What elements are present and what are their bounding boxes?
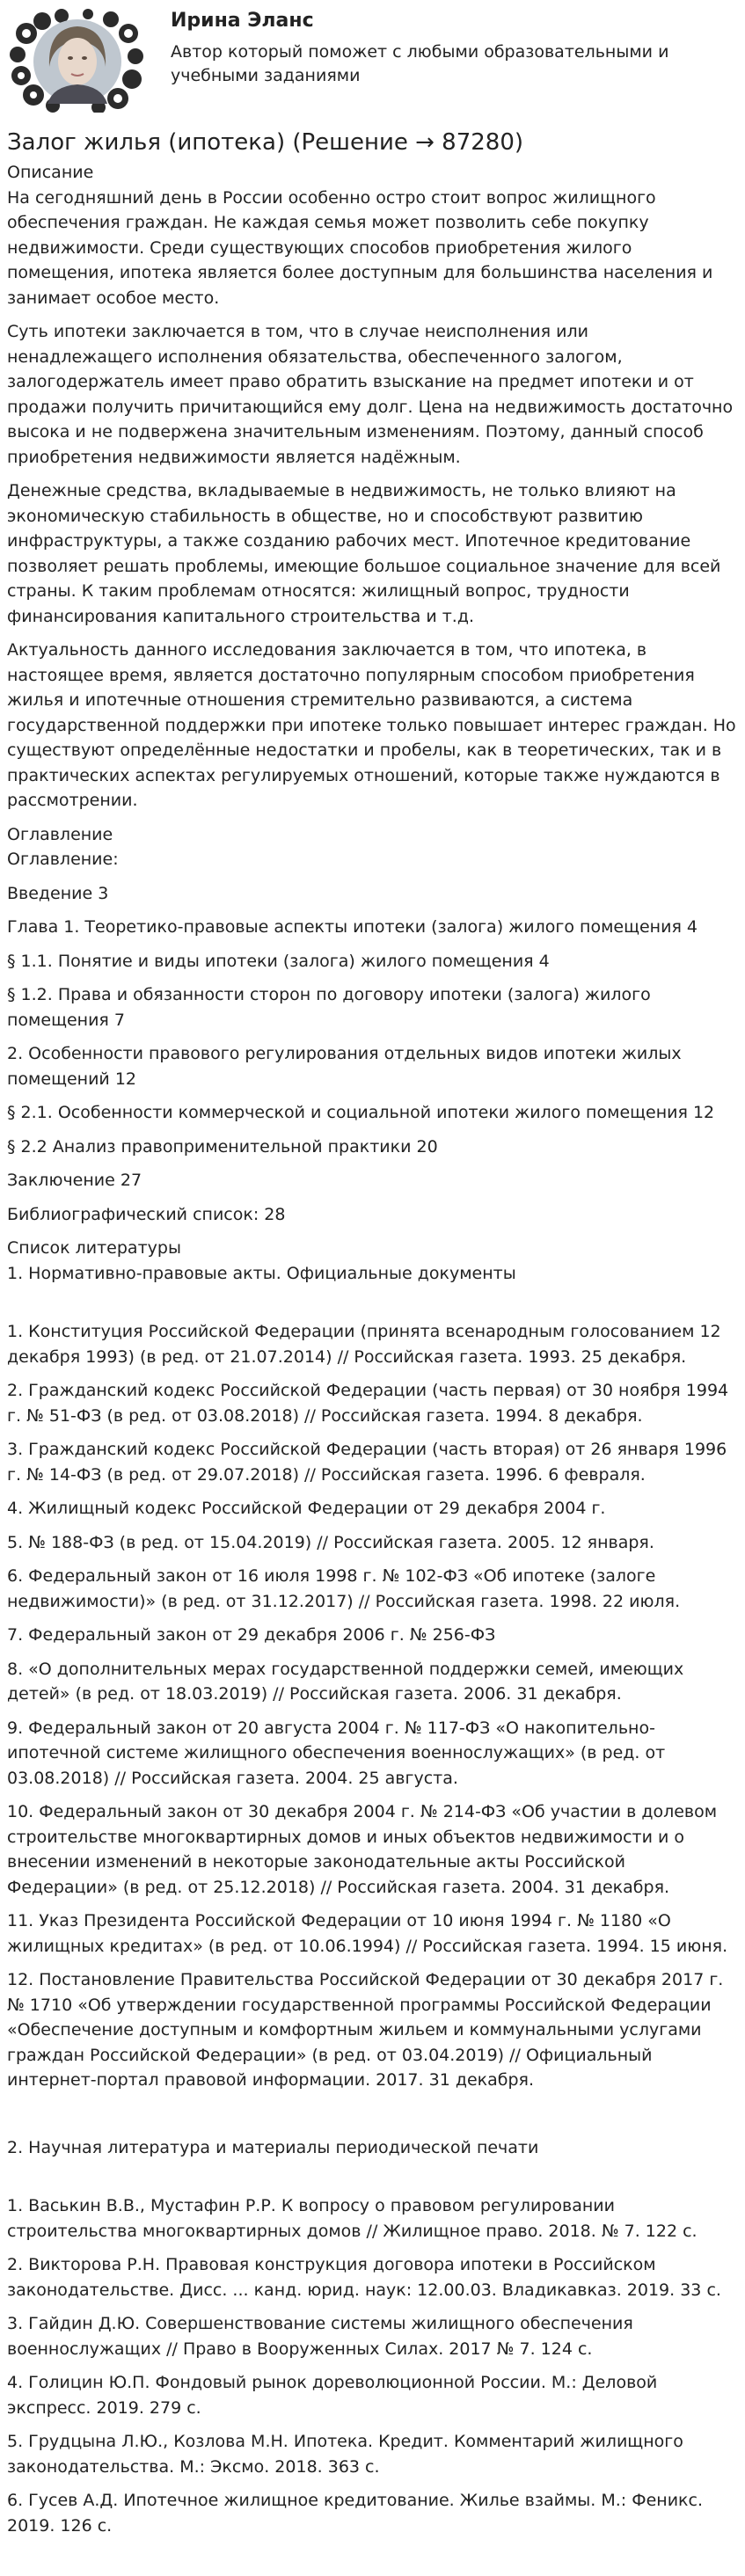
toc-item: 2. Особенности правового регулирования отдельных видов ипотеки жилых помещений 12 (7, 1044, 682, 1089)
description-paragraph: Актуальность данного исследования заключается в том, что ипотека, в настоящее время, является достаточно популярным способом приобретения жилья и ипотечные отношения стремительно развиваются, а система государственной поддержки при ипотеке только повышает интерес граждан. Но существуют определённые недостатки и пробелы, как в теоретических, так и в практических аспектах регулируемых отношений, которые также нуждаются в рассмотрении. (7, 640, 736, 810)
literature-list-normative (7, 1319, 738, 2093)
toc-item: § 1.2. Права и обязанности сторон по договору ипотеки (залога) жилого помещения 7 (7, 985, 651, 1030)
toc-item: § 2.2 Анализ правоприменительной практики 20 (7, 1136, 438, 1157)
toc-label: Оглавление (7, 824, 113, 844)
literature-label: Список литературы (7, 1238, 181, 1258)
literature-item: 12. Постановление Правительства Российской Федерации от 30 декабря 2017 г. № 1710 «Об утверждении государственной программы Российской Федерации «Обеспечение доступным и комфортным жильем и коммунальными услугами граждан Российской Федерации» (в ред. от 03.04.2019) // Официальный интернет-портал правовой информации. 2017. 31 декабря. (7, 1970, 724, 2090)
author-name[interactable]: Ирина Эланс (171, 10, 314, 32)
literature-item: 5. Грудцына Л.Ю., Козлова М.Н. Ипотека. Кредит. Комментарий жилищного законодательства. М.: Эксмо. 2018. 363 с. (7, 2432, 683, 2477)
toc-item: Библиографический список: 28 (7, 1204, 286, 1224)
toc-item: Заключение 27 (7, 1171, 142, 1190)
description-paragraph: Суть ипотеки заключается в том, что в случае неисполнения или ненадлежащего исполнения обязательства, обеспеченного залогом, залогодержатель имеет право обратить взыскание на предмет ипотеки и от продажи получить причитающийся ему долг. Цена на недвижимость достаточно высока и не подвержена значительным изменениям. Поэтому, данный способ приобретения недвижимости является надёжным. (7, 322, 734, 467)
table-of-contents (7, 881, 738, 1228)
toc-item: § 2.1. Особенности коммерческой и социальной ипотеки жилого помещения 12 (7, 1103, 715, 1122)
description-label: Описание (7, 163, 94, 182)
literature-item: 2. Гражданский кодекс Российской Федерации (часть первая) от 30 ноября 1994 г. № 51-ФЗ (в ред. от 03.08.2018) // Российская газета. 1994. 8 декабря. (7, 1381, 729, 1426)
toc-item: § 1.1. Понятие и виды ипотеки (залога) жилого помещения 4 (7, 951, 550, 971)
literature-section-heading: 1. Нормативно-правовые акты. Официальные документы (7, 1263, 516, 1283)
toc-item: Глава 1. Теоретико-правовые аспекты ипотеки (залога) жилого помещения 4 (7, 917, 698, 937)
literature-item: 10. Федеральный закон от 30 декабря 2004 г. № 214-ФЗ «Об участии в долевом строительстве многоквартирных домов и иных объектов недвижимости и о внесении изменений в некоторые законодательные акты Российской Федерации» (в ред. от 25.12.2018) // Российская газета. 2004. 31 декабря. (7, 1802, 718, 1897)
literature-item: 5. № 188-ФЗ (в ред. от 15.04.2019) // Российская газета. 2005. 12 января. (7, 1532, 654, 1552)
avatar-image (7, 9, 144, 113)
literature-item: 6. Гусев А.Д. Ипотечное жилищное кредитование. Жилье взаймы. М.: Феникс. 2019. 126 с. (7, 2491, 704, 2536)
author-avatar[interactable] (7, 9, 144, 113)
spacer (7, 2102, 738, 2135)
author-info (171, 9, 698, 88)
literature-item: 3. Гайдин Д.Ю. Совершенствование системы жилищного обеспечения военнослужащих // Право в Вооруженных Силах. 2017 № 7. 124 с. (7, 2314, 633, 2359)
spacer (7, 1286, 738, 1319)
literature-item: 9. Федеральный закон от 20 августа 2004 г. № 117-ФЗ «О накопительно-ипотечной системе жилищного обеспечения военнослужащих» (в ред. от 03.08.2018) // Российская газета. 2004. 25 августа. (7, 1718, 666, 1788)
literature-item: 6. Федеральный закон от 16 июля 1998 г. № 102-ФЗ «Об ипотеке (залоге недвижимости)» (в ред. от 31.12.2017) // Российская газета. 1998. 22 июля. (7, 1566, 681, 1611)
toc-label-secondary: Оглавление: (7, 850, 119, 869)
literature-list-scientific (7, 2193, 738, 2538)
literature-item: 4. Жилищный кодекс Российской Федерации от 29 декабря 2004 г. (7, 1499, 606, 1518)
description-paragraph: На сегодняшний день в России особенно остро стоит вопрос жилищного обеспечения граждан. Не каждая семья может позволить себе покупку недвижимости. Среди существующих способов приобретения жилого помещения, ипотека является более доступным для большинства населения и занимает особое место. (7, 187, 713, 308)
literature-item: 4. Голицин Ю.П. Фондовый рынок дореволюционной России. М.: Деловой экспресс. 2019. 279 с. (7, 2373, 658, 2418)
toc-item: Введение 3 (7, 883, 109, 903)
literature-section-heading: 2. Научная литература и материалы периодической печати (7, 2137, 539, 2157)
page-title: Залог жилья (ипотека) (Решение → 87280) (7, 129, 524, 156)
literature-item: 7. Федеральный закон от 29 декабря 2006 г. № 256-ФЗ (7, 1625, 496, 1645)
description-paragraph: Денежные средства, вкладываемые в недвижимость, не только влияют на экономическую стабильность в обществе, но и способствуют развитию инфраструктуры, а также созданию рабочих мест. Ипотечное кредитование позволяет решать проблемы, имеющие большое социальное значение для всей страны. К таким проблемам относятся: жилищный вопрос, трудности финансирования капитального строительства и т.д. (7, 481, 721, 626)
author-description: Автор который поможет с любыми образовательными и учебными заданиями (171, 42, 669, 85)
literature-item: 8. «О дополнительных мерах государственной поддержки семей, имеющих детей» (в ред. от 18.03.2019) // Российская газета. 2006. 31 декабря. (7, 1659, 684, 1704)
literature-item: 1. Васькин В.В., Мустафин Р.Р. К вопросу о правовом регулировании строительства многоквартирных домов // Жилищное право. 2018. № 7. 122 с. (7, 2196, 698, 2241)
author-header (7, 0, 738, 113)
literature-item: 2. Викторова Р.Н. Правовая конструкция договора ипотеки в Российском законодательстве. Дисс. ... канд. юрид. наук: 12.00.03. Владикавказ. 2019. 33 с. (7, 2255, 721, 2300)
spacer (7, 2160, 738, 2193)
literature-item: 1. Конституция Российской Федерации (принята всенародным голосованием 12 декабря 1993) (в ред. от 21.07.2014) // Российская газета. 1993. 25 декабря. (7, 1322, 721, 1367)
literature-item: 3. Гражданский кодекс Российской Федерации (часть вторая) от 26 января 1996 г. № 14-ФЗ (в ред. от 29.07.2018) // Российская газета. 1996. 6 февраля. (7, 1440, 727, 1485)
literature-item: 11. Указ Президента Российской Федерации от 10 июня 1994 г. № 1180 «О жилищных кредитах» (в ред. от 10.06.1994) // Российская газета. 1994. 15 июня. (7, 1911, 728, 1956)
